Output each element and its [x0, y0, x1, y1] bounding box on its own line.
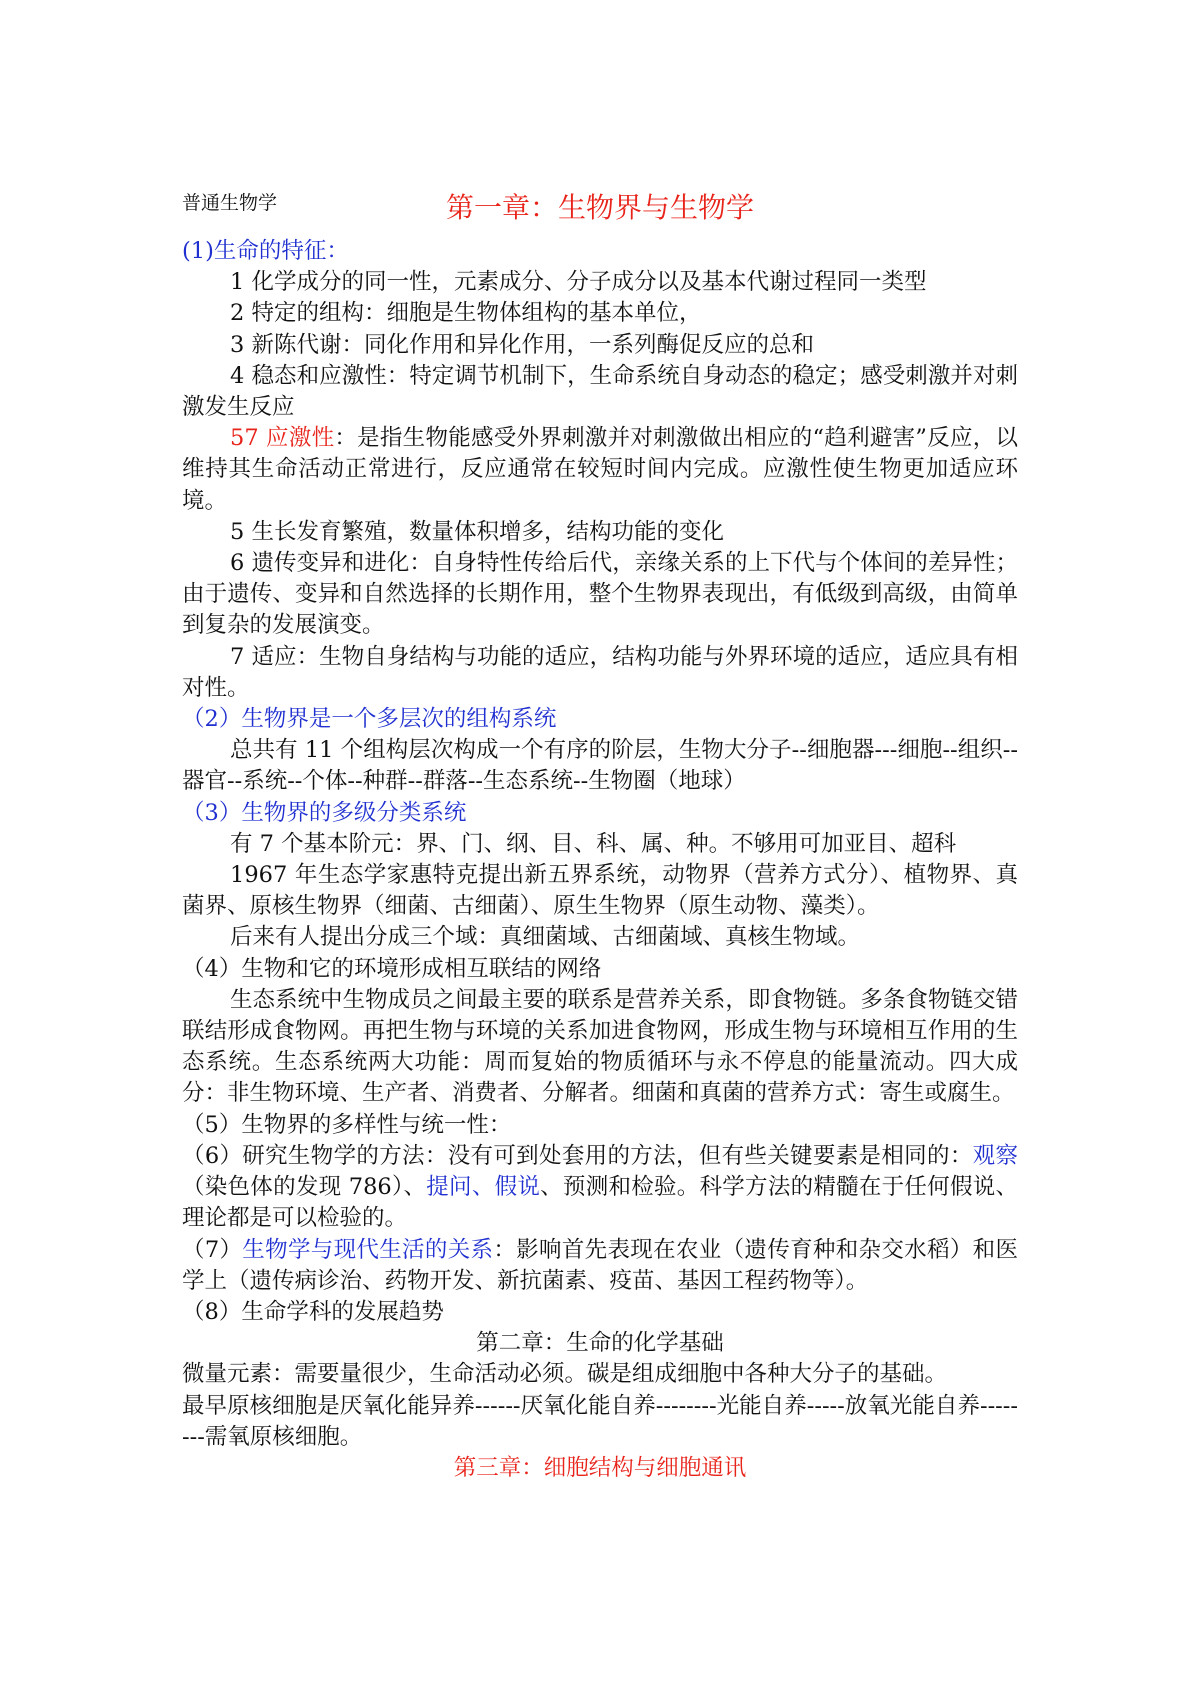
section8-heading: （8）生命学科的发展趋势 — [182, 1298, 444, 1325]
header-line — [182, 186, 1018, 236]
section3-paragraph-3: 后来有人提出分成三个域：真细菌域、古细菌域、真核生物域。 — [230, 924, 861, 951]
method-separator: 、 — [471, 1174, 495, 1201]
section4-heading: （4）生物和它的环境形成相互联结的网络 — [182, 955, 602, 982]
feature-4: 4 稳态和应激性：特定调节机制下，生命系统自身动态的稳定；感受刺激并对刺激发生反应 — [182, 362, 1018, 421]
section7-body: ：影响首先表现在农业（遗传育种和杂交水稻）和医学上（遗传病诊治、药物开发、新抗菌素、疫苗、基因工程药物等）。 — [182, 1236, 1018, 1294]
section1-heading: (1)生命的特征： — [182, 238, 349, 264]
section7-title: 生物学与现代生活的关系 — [242, 1236, 494, 1263]
document-page — [182, 186, 1018, 1484]
section6-text — [182, 1141, 1018, 1235]
feature-57 — [182, 423, 1018, 517]
feature-7: 7 适应：生物自身结构与功能的适应，结构功能与外界环境的适应，适应具有相对性。 — [182, 643, 1018, 701]
section6-mid: （染色体的发现 786）、 — [182, 1174, 427, 1201]
feature-1: 1 化学成分的同一性，元素成分、分子成分以及基本代谢过程同一类型 — [230, 269, 927, 296]
section7-text — [182, 1235, 1018, 1297]
chapter2-title: 第二章：生命的化学基础 — [476, 1330, 724, 1357]
irritability-text: ：是指生物能感受外界刺激并对刺激做出相应的“趋利避害”反应，以维持其生命活动正常进行，反应通常在较短时间内完成。应激性使生物更加适应环境。 — [182, 425, 1018, 514]
section3-paragraph-2: 1967 年生态学家惠特克提出新五界系统，动物界（营养方式分）、植物界、真菌界、原核生物界（细菌、古细菌）、原生生物界（原生动物、藻类）。 — [182, 862, 1018, 920]
feature-2: 2 特定的组构：细胞是生物体组构的基本单位， — [230, 300, 702, 327]
section4-text: 生态系统中生物成员之间最主要的联系是营养关系，即食物链。多条食物链交错联结形成食物网。再把生物与环境的关系加进食物网，形成生物与环境相互作用的生态系统。生态系统两大功能：周而复始的物质循环与永不停息的能量流动。四大成分：非生物环境、生产者、消费者、分解者。细菌和真菌的营养方式：寄生或腐生。 — [182, 986, 1018, 1107]
section6-tail: 、预测和检验。科学方法的精髓在于任何假说、理论都是可以检验的。 — [182, 1174, 1018, 1232]
feature-3: 3 新陈代谢：同化作用和异化作用，一系列酶促反应的总和 — [230, 331, 814, 358]
section3-heading: （3）生物界的多级分类系统 — [182, 799, 467, 826]
method-observation: 观察 — [972, 1142, 1018, 1169]
section5-heading: （5）生物界的多样性与统一性： — [182, 1111, 512, 1138]
method-hypothesis: 假说 — [494, 1174, 541, 1201]
section7-number: （7） — [182, 1236, 243, 1263]
method-question: 提问 — [426, 1174, 472, 1201]
feature-6: 6 遗传变异和进化：自身特性传给后代，亲缘关系的上下代与个体间的差异性；由于遗传、变异和自然选择的长期作用，整个生物界表现出，有低级到高级，由简单到复杂的发展演变。 — [182, 550, 1018, 639]
chapter3-title: 第三章：细胞结构与细胞通讯 — [453, 1454, 747, 1481]
chapter1-title: 第一章：生物界与生物学 — [445, 191, 754, 224]
section3-paragraph-1: 有 7 个基本阶元：界、门、纲、目、科、属、种。不够用可加亚目、超科 — [230, 830, 957, 857]
document-label: 普通生物学 — [182, 192, 278, 214]
section2-heading: （2）生物界是一个多层次的组构系统 — [182, 706, 557, 733]
feature-5: 5 生长发育繁殖，数量体积增多，结构功能的变化 — [230, 518, 724, 545]
irritability-label: 57 应激性 — [230, 425, 335, 452]
chapter2-paragraph-1: 微量元素：需要量很少，生命活动必须。碳是组成细胞中各种大分子的基础。 — [182, 1361, 948, 1388]
section6-lead: （6）研究生物学的方法：没有可到处套用的方法，但有些关键要素是相同的： — [182, 1142, 973, 1169]
section2-text: 总共有 11 个组构层次构成一个有序的阶层，生物大分子--细胞器---细胞--组织--器官--系统--个体--种群--群落--生态系统--生物圈（地球） — [182, 737, 1018, 795]
chapter2-paragraph-2: 最早原核细胞是厌氧化能异养------厌氧化能自养--------光能自养-----放氧光能自养--------需氧原核细胞。 — [182, 1392, 1018, 1450]
